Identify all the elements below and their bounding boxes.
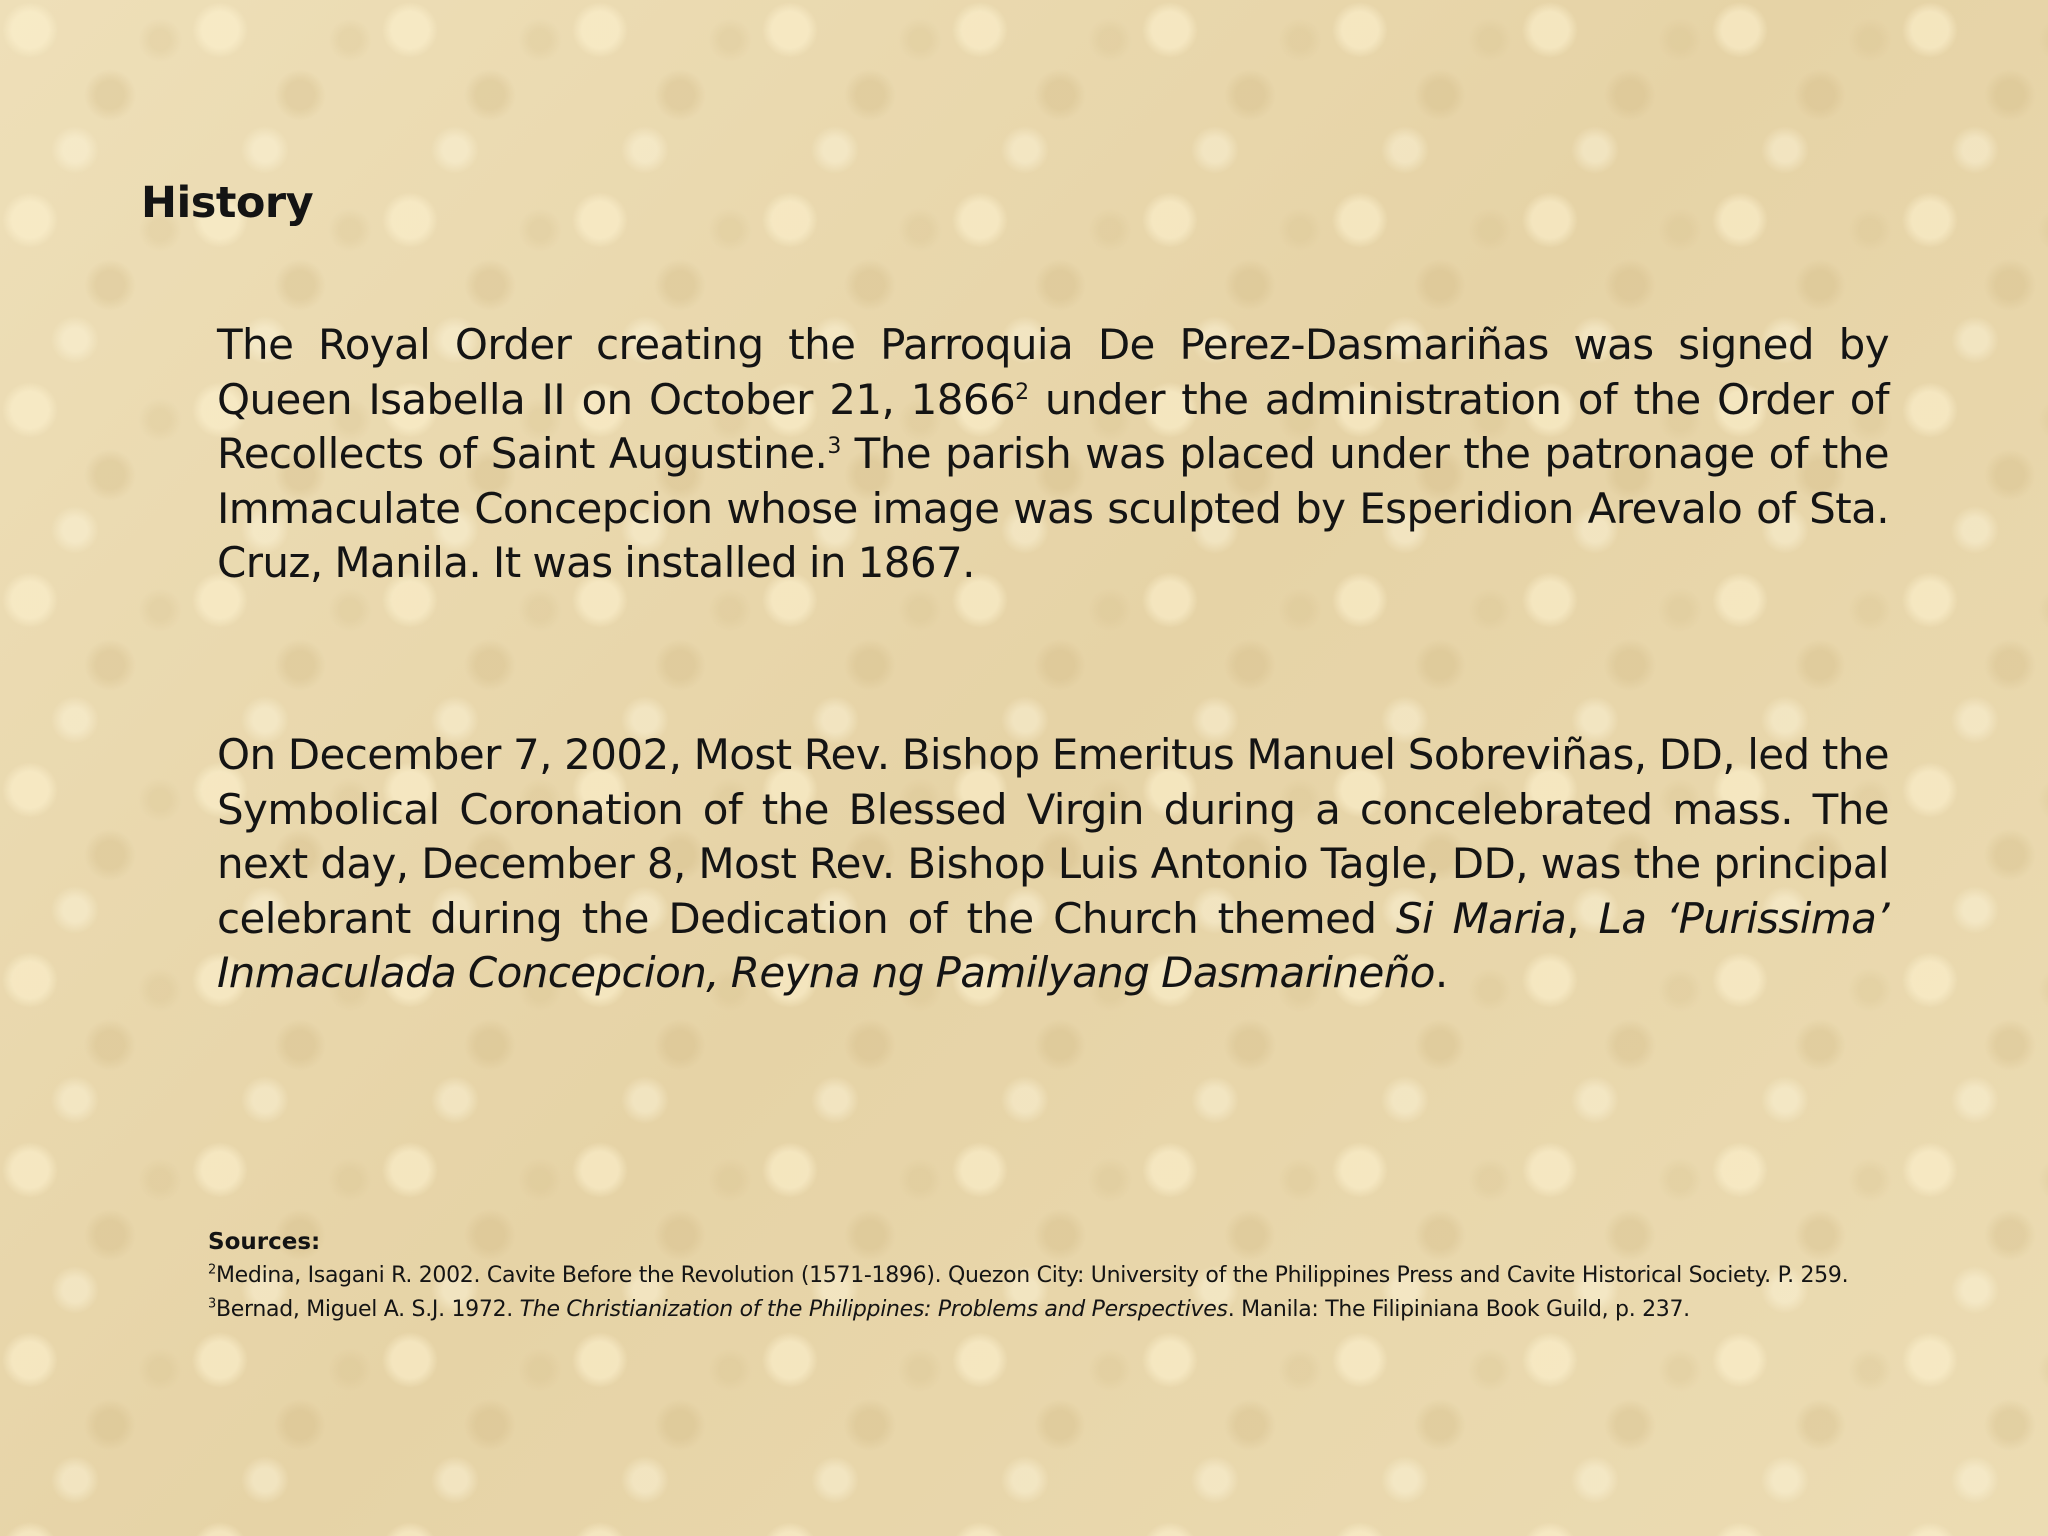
paragraph-1-text-c: The parish was placed under the patronage of the Immaculate Concepcion whose image was sculpted by Esperidion Arevalo of Sta. Cruz, Manila. It was installed in 1867. [217,429,1889,587]
paragraph-2-italic-b: La ‘Purissima’ Inmaculada Concepcion, Reyna ng Pamilyang Dasmarineño [217,893,1889,997]
history-paragraph-1 [217,318,1889,591]
paragraph-2-text-a: On December 7, 2002, Most Rev. Bishop Emeritus Manuel Sobreviñas, DD, led the Symbolical Coronation of the Blessed Virgin during a concelebrated mass. The next day, December 8, Most Rev. Bishop Luis Antonio Tagle, DD, was the principal celebrant during the Dedication of the Church themed [217,730,1889,943]
paragraph-2-text-b: , [1566,893,1599,943]
source-reference-2 [208,1259,1874,1293]
sources-section [208,1225,1874,1327]
source-3-text-b: . Manila: The Filipiniana Book Guild, p. 237. [1227,1297,1690,1322]
source-3-number: 3 [208,1296,216,1312]
source-3-book-title: The Christianization of the Philippines: Problems and Perspectives [519,1297,1228,1322]
paragraph-1-text-b: under the administration of the Order of Recollects of Saint Augustine. [217,374,1889,478]
paragraph-2-text-c: . [1434,948,1448,997]
footnote-ref-3: 3 [827,434,841,459]
source-reference-3 [208,1293,1874,1327]
sources-title: Sources: [208,1229,321,1255]
source-2-text: Medina, Isagani R. 2002. Cavite Before the Revolution (1571-1896). Quezon City: University of the Philippines Press and Cavite Historical Society. P. 259. [215,1263,1849,1288]
history-paragraph-2 [217,728,1889,1001]
source-2-number: 2 [208,1262,216,1278]
paragraph-1-text-a: The Royal Order creating the Parroquia De Perez-Dasmariñas was signed by Queen Isabella II on October 21, 1866 [217,320,1889,424]
page-title: History [141,178,314,228]
footnote-ref-2: 2 [1015,379,1029,405]
paragraph-2-italic-a: Si Maria [1395,893,1567,943]
source-3-text-a: Bernad, Miguel A. S.J. 1972. [215,1297,520,1322]
